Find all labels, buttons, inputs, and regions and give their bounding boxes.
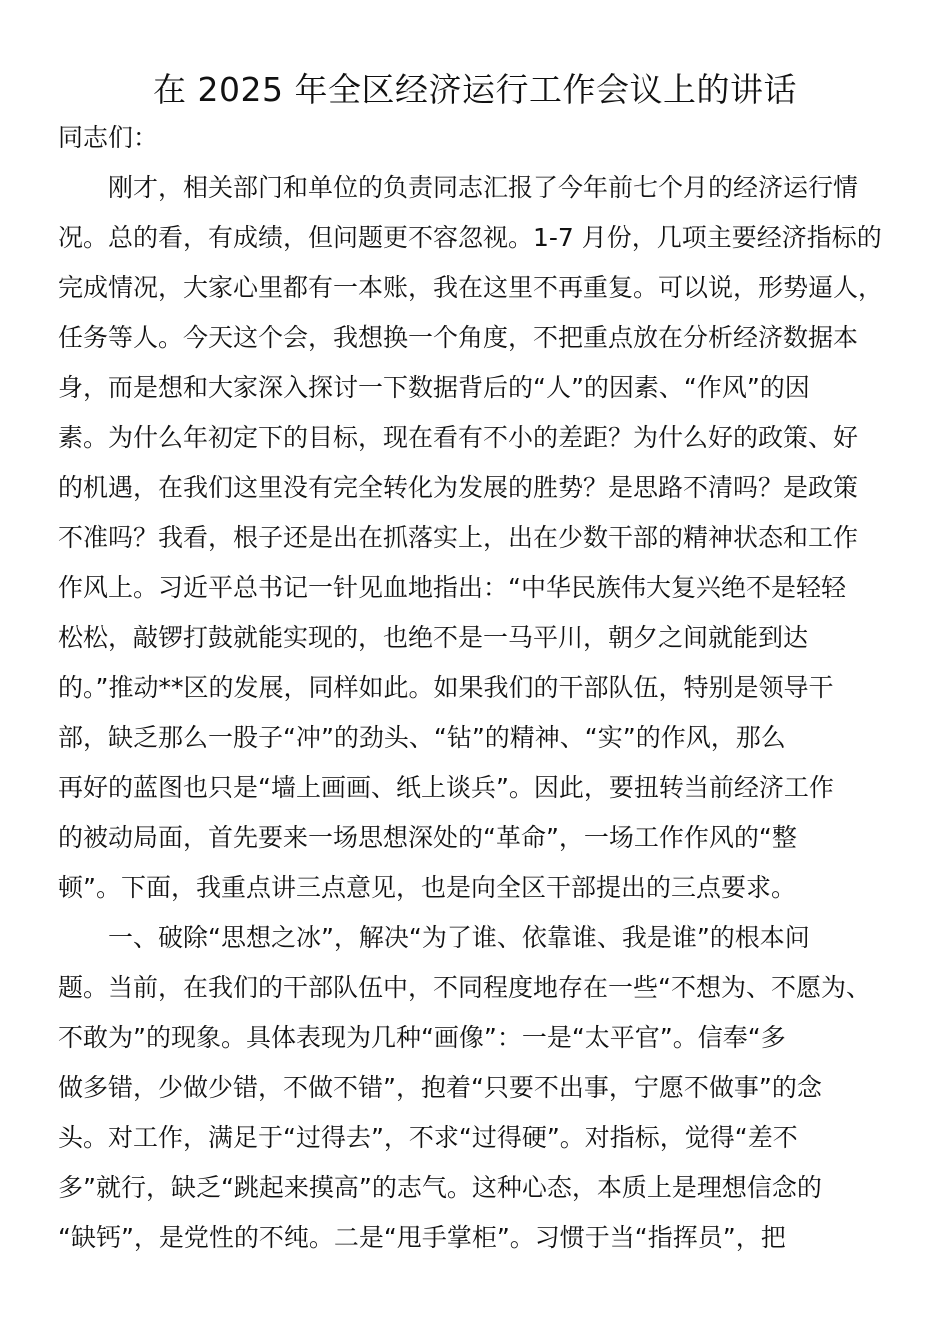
paragraph-line: 做多错，少做少错，不做不错”，抱着“只要不出事，宁愿不做事”的念 xyxy=(58,1073,822,1102)
paragraph-line: 刚才，相关部门和单位的负责同志汇报了今年前七个月的经济运行情 xyxy=(108,173,859,202)
speech-title: 在 2025 年全区经济运行工作会议上的讲话 xyxy=(153,70,797,109)
speech-body xyxy=(58,163,898,1263)
paragraph-line: 不准吗？我看，根子还是出在抓落实上，出在少数干部的精神状态和工作 xyxy=(58,523,859,552)
paragraph-line: 身，而是想和大家深入探讨一下数据背后的“人”的因素、“作风”的因 xyxy=(58,373,810,402)
paragraph-line: 作风上。习近平总书记一针见血地指出：“中华民族伟大复兴绝不是轻轻 xyxy=(58,573,846,602)
paragraph-line: 素。为什么年初定下的目标，现在看有不小的差距？为什么好的政策、好 xyxy=(58,423,859,452)
paragraph-line: “缺钙”，是党性的不纯。二是“甩手掌柜”。习惯于当“指挥员”，把 xyxy=(58,1223,786,1252)
paragraph-line: 题。当前，在我们的干部队伍中，不同程度地存在一些“不想为、不愿为、 xyxy=(58,973,871,1002)
paragraph-line: 的机遇，在我们这里没有完全转化为发展的胜势？是思路不清吗？是政策 xyxy=(58,473,859,502)
paragraph-line: 完成情况，大家心里都有一本账，我在这里不再重复。可以说，形势逼人， xyxy=(58,273,884,302)
paragraph-line: 头。对工作，满足于“过得去”，不求“过得硬”。对指标，觉得“差不 xyxy=(58,1123,798,1152)
paragraph-line: 顿”。下面，我重点讲三点意见，也是向全区干部提出的三点要求。 xyxy=(58,873,796,902)
paragraph-line: 不敢为”的现象。具体表现为几种“画像”：一是“太平官”。信奉“多 xyxy=(58,1023,786,1052)
paragraph-line: 部，缺乏那么一股子“冲”的劲头、“钻”的精神、“实”的作风，那么 xyxy=(58,723,786,752)
paragraph-line: 任务等人。今天这个会，我想换一个角度，不把重点放在分析经济数据本 xyxy=(58,323,859,352)
salutation: 同志们： xyxy=(58,123,159,152)
paragraph-line: 况。总的看，有成绩，但问题更不容忽视。1-7 月份，几项主要经济指标的 xyxy=(58,223,882,252)
paragraph-line: 多”就行，缺乏“跳起来摸高”的志气。这种心态，本质上是理想信念的 xyxy=(58,1173,822,1202)
paragraph-line: 再好的蓝图也只是“墙上画画、纸上谈兵”。因此，要扭转当前经济工作 xyxy=(58,773,834,802)
paragraph-line: 的。”推动**区的发展，同样如此。如果我们的干部队伍，特别是领导干 xyxy=(58,673,834,702)
paragraph-line: 的被动局面，首先要来一场思想深处的“革命”，一场工作作风的“整 xyxy=(58,823,797,852)
paragraph-line: 松松，敲锣打鼓就能实现的，也绝不是一马平川，朝夕之间就能到达 xyxy=(58,623,809,652)
section-heading-line: 一、破除“思想之冰”，解决“为了谁、依靠谁、我是谁”的根本问 xyxy=(108,923,810,952)
